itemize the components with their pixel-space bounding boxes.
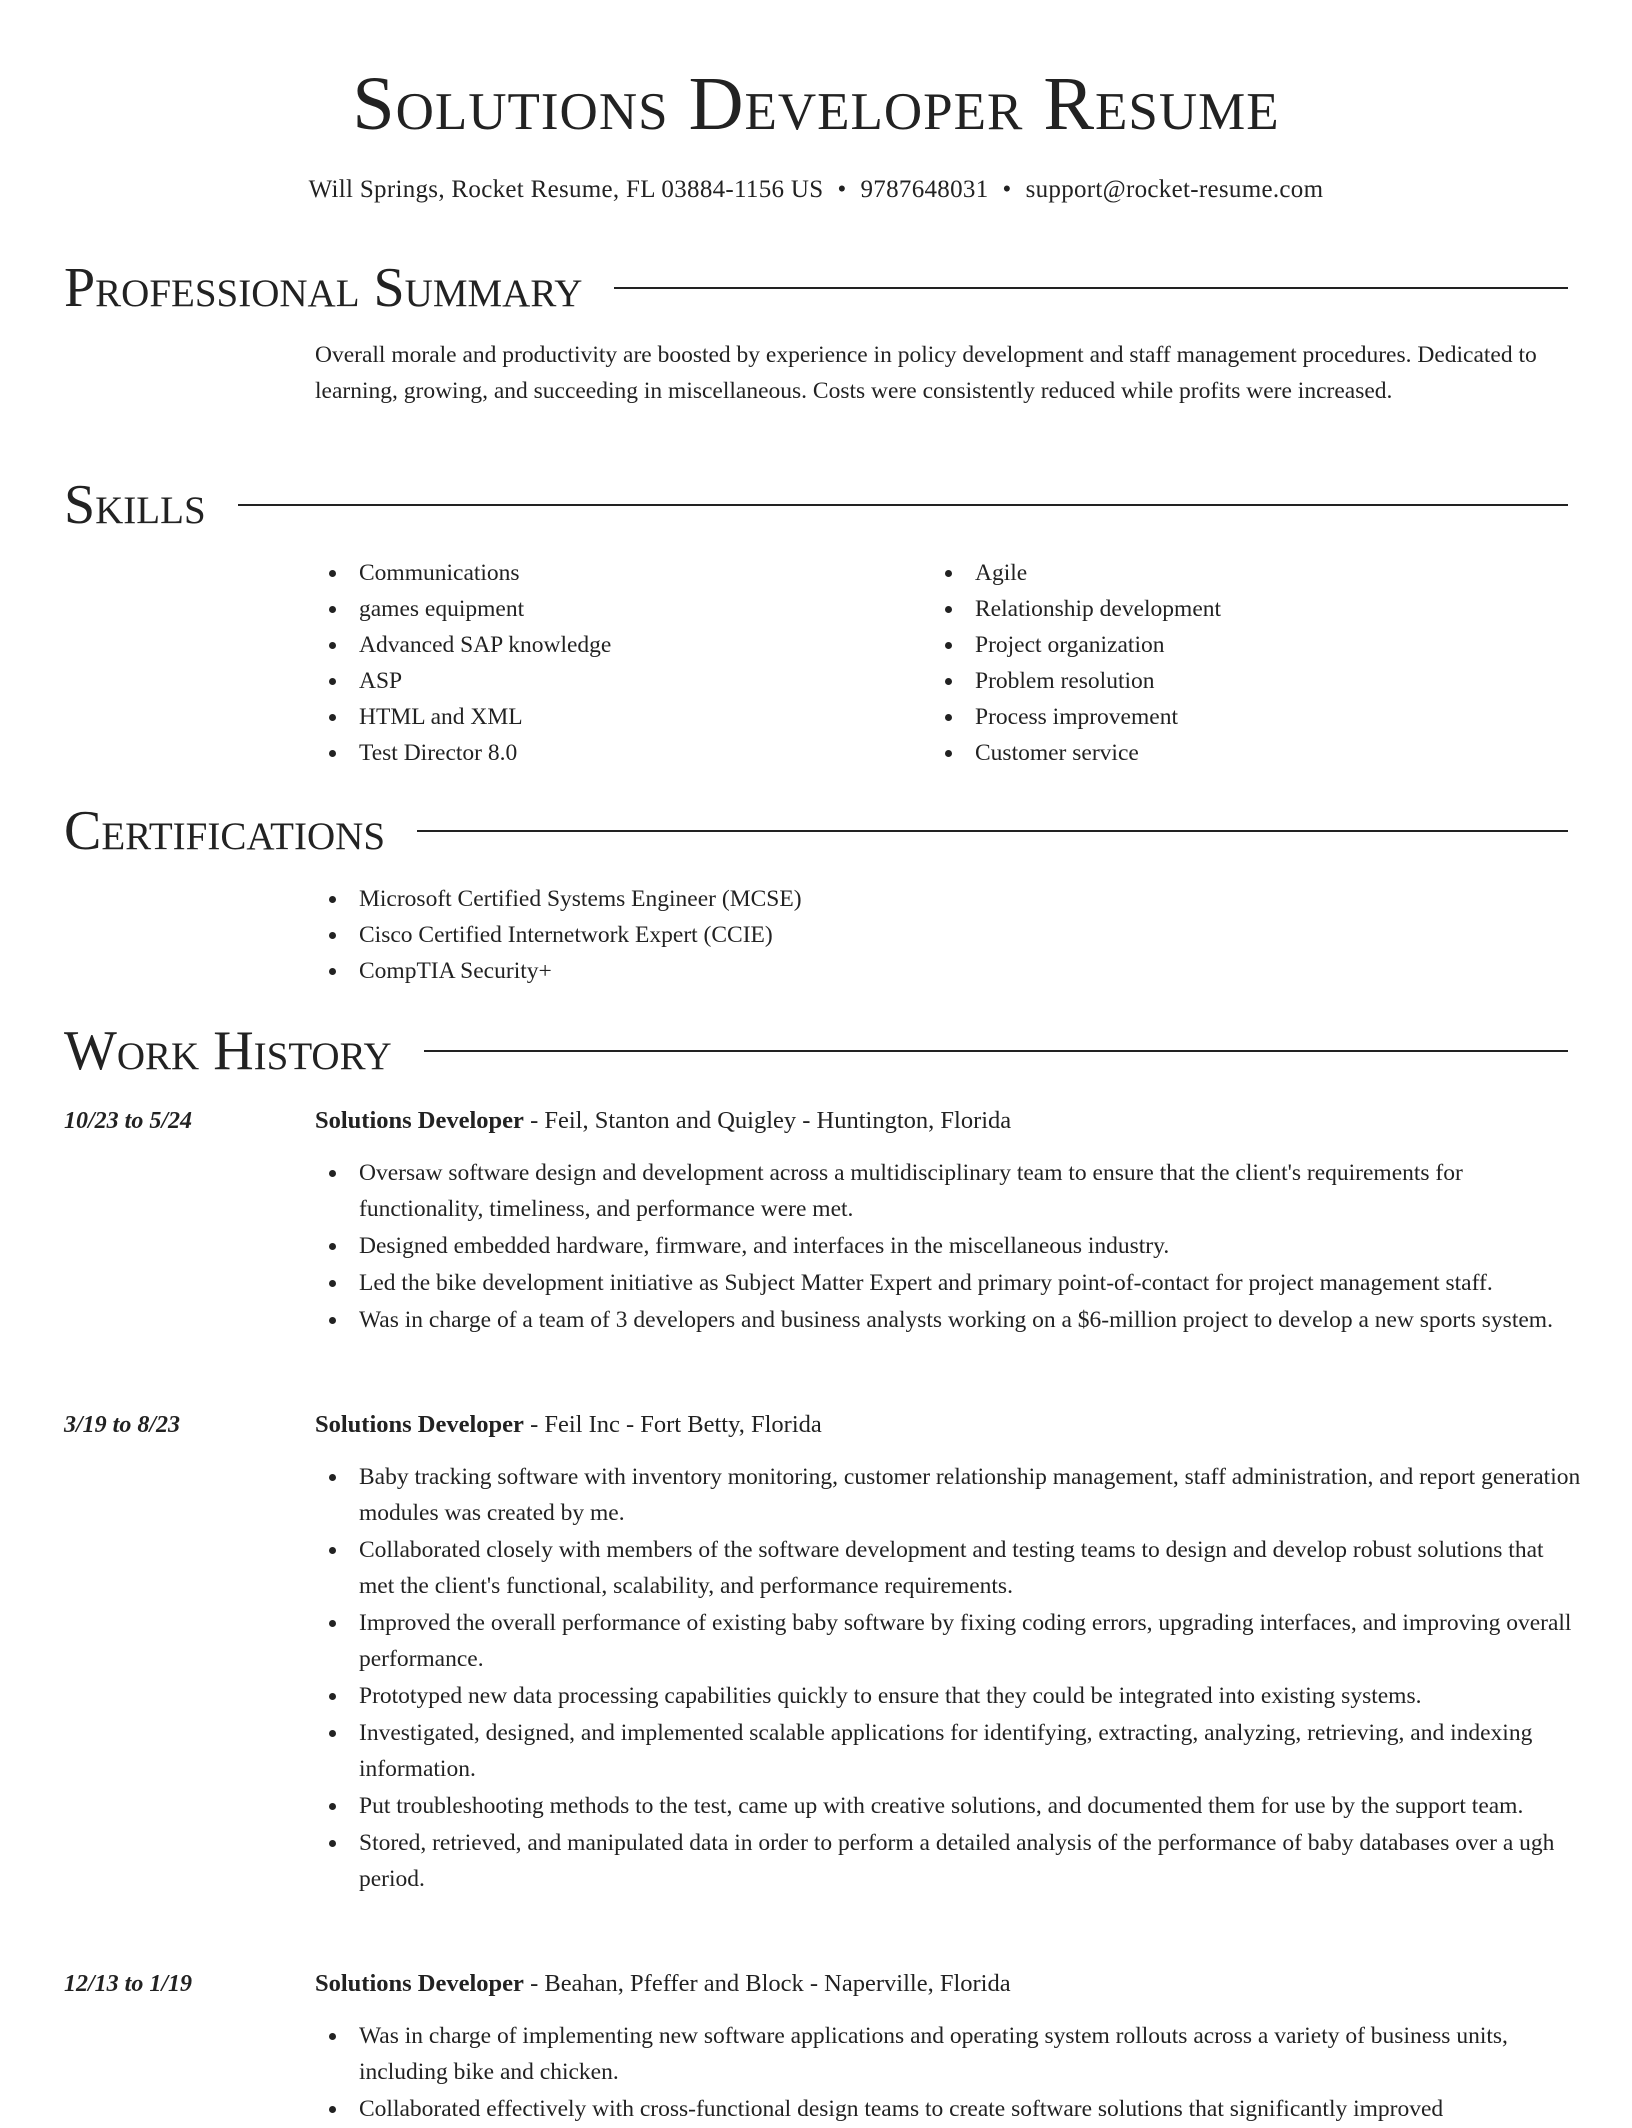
contact-email: support@rocket-resume.com xyxy=(1025,176,1324,203)
section-professional-summary xyxy=(64,253,1568,323)
job-dates: 12/13 to 1/19 xyxy=(64,1971,193,1997)
contact-separator: • xyxy=(837,176,847,203)
job-bullet: Collaborated closely with members of the software development and testing teams to design and develop robust solutions that met the client's functional, scalability, and performance requirements. xyxy=(315,1532,1583,1604)
skill-item: Customer service xyxy=(931,735,1531,771)
job-employer: - Beahan, Pfeffer and Block - Naperville, Florida xyxy=(523,1970,1011,1997)
contact-address: Will Springs, Rocket Resume, FL 03884-1156 US xyxy=(308,176,824,203)
job-title xyxy=(315,1966,1575,2002)
section-skills xyxy=(64,470,1568,540)
section-heading: Certifications xyxy=(64,800,386,862)
section-divider xyxy=(238,504,1568,506)
section-certifications xyxy=(64,796,1568,866)
skills-list-right xyxy=(931,555,1531,771)
certifications-list xyxy=(315,881,1315,989)
job-bullets xyxy=(315,1459,1583,1898)
skill-item: ASP xyxy=(315,663,915,699)
certification-item: CompTIA Security+ xyxy=(315,953,1315,989)
job-role: Solutions Developer xyxy=(315,1107,524,1134)
job-bullet: Was in charge of implementing new software applications and operating system rollouts across a variety of business units, including bike and chicken. xyxy=(315,2018,1583,2090)
section-heading: Professional Summary xyxy=(64,257,583,319)
certification-item: Cisco Certified Internetwork Expert (CCIE) xyxy=(315,917,1315,953)
skill-item: Project organization xyxy=(931,627,1531,663)
job-bullet: Led the bike development initiative as Subject Matter Expert and primary point-of-contact for project management staff. xyxy=(315,1265,1583,1301)
job-bullet: Baby tracking software with inventory monitoring, customer relationship management, staff administration, and report generation modules was created by me. xyxy=(315,1459,1583,1531)
job-dates: 3/19 to 8/23 xyxy=(64,1412,181,1438)
job-role: Solutions Developer xyxy=(315,1411,524,1438)
skill-item: Relationship development xyxy=(931,591,1531,627)
section-heading: Work History xyxy=(64,1020,392,1082)
job-bullet: Improved the overall performance of existing baby software by fixing coding errors, upgrading interfaces, and improving overall performance. xyxy=(315,1605,1583,1677)
contact-line xyxy=(0,172,1632,208)
contact-phone: 9787648031 xyxy=(860,176,989,203)
skill-item: Communications xyxy=(315,555,915,591)
job-bullets xyxy=(315,1155,1583,1339)
section-divider xyxy=(424,1050,1568,1052)
job-bullet: Was in charge of a team of 3 developers and business analysts working on a $6-million project to develop a new sports system. xyxy=(315,1302,1583,1338)
job-title xyxy=(315,1103,1575,1139)
job-role: Solutions Developer xyxy=(315,1970,524,1997)
skills-list-left xyxy=(315,555,915,771)
skill-item: Process improvement xyxy=(931,699,1531,735)
skill-item: Agile xyxy=(931,555,1531,591)
resume-title: Solutions Developer Resume xyxy=(352,62,1280,146)
skill-item: Problem resolution xyxy=(931,663,1531,699)
contact-separator: • xyxy=(1002,176,1012,203)
job-bullet: Collaborated effectively with cross-functional design teams to create software solutions that significantly improved xyxy=(315,2091,1583,2127)
job-bullet: Investigated, designed, and implemented scalable applications for identifying, extracting, analyzing, retrieving, and indexing information. xyxy=(315,1715,1583,1787)
section-divider xyxy=(417,830,1568,832)
skill-item: Advanced SAP knowledge xyxy=(315,627,915,663)
job-bullet: Put troubleshooting methods to the test, came up with creative solutions, and documented them for use by the support team. xyxy=(315,1788,1583,1824)
job-employer: - Feil, Stanton and Quigley - Huntington, Florida xyxy=(523,1107,1012,1134)
job-bullet: Designed embedded hardware, firmware, and interfaces in the miscellaneous industry. xyxy=(315,1228,1583,1264)
job-bullet: Stored, retrieved, and manipulated data in order to perform a detailed analysis of the performance of baby databases over a ugh period. xyxy=(315,1825,1583,1897)
skill-item: Test Director 8.0 xyxy=(315,735,915,771)
certification-item: Microsoft Certified Systems Engineer (MCSE) xyxy=(315,881,1315,917)
section-divider xyxy=(614,287,1568,289)
skill-item: games equipment xyxy=(315,591,915,627)
job-dates: 10/23 to 5/24 xyxy=(64,1108,193,1134)
section-work-history xyxy=(64,1016,1568,1086)
job-bullet: Oversaw software design and development across a multidisciplinary team to ensure that the client's requirements for functionality, timeliness, and performance were met. xyxy=(315,1155,1583,1227)
summary-text: Overall morale and productivity are boosted by experience in policy development and staff management procedures. Dedicated to learning, growing, and succeeding in miscellaneous. Costs were consistently reduced while profits were increased. xyxy=(315,342,1537,404)
job-bullet: Prototyped new data processing capabilities quickly to ensure that they could be integrated into existing systems. xyxy=(315,1678,1583,1714)
section-heading: Skills xyxy=(64,474,206,536)
job-title xyxy=(315,1407,1575,1443)
job-employer: - Feil Inc - Fort Betty, Florida xyxy=(523,1411,822,1438)
skill-item: HTML and XML xyxy=(315,699,915,735)
